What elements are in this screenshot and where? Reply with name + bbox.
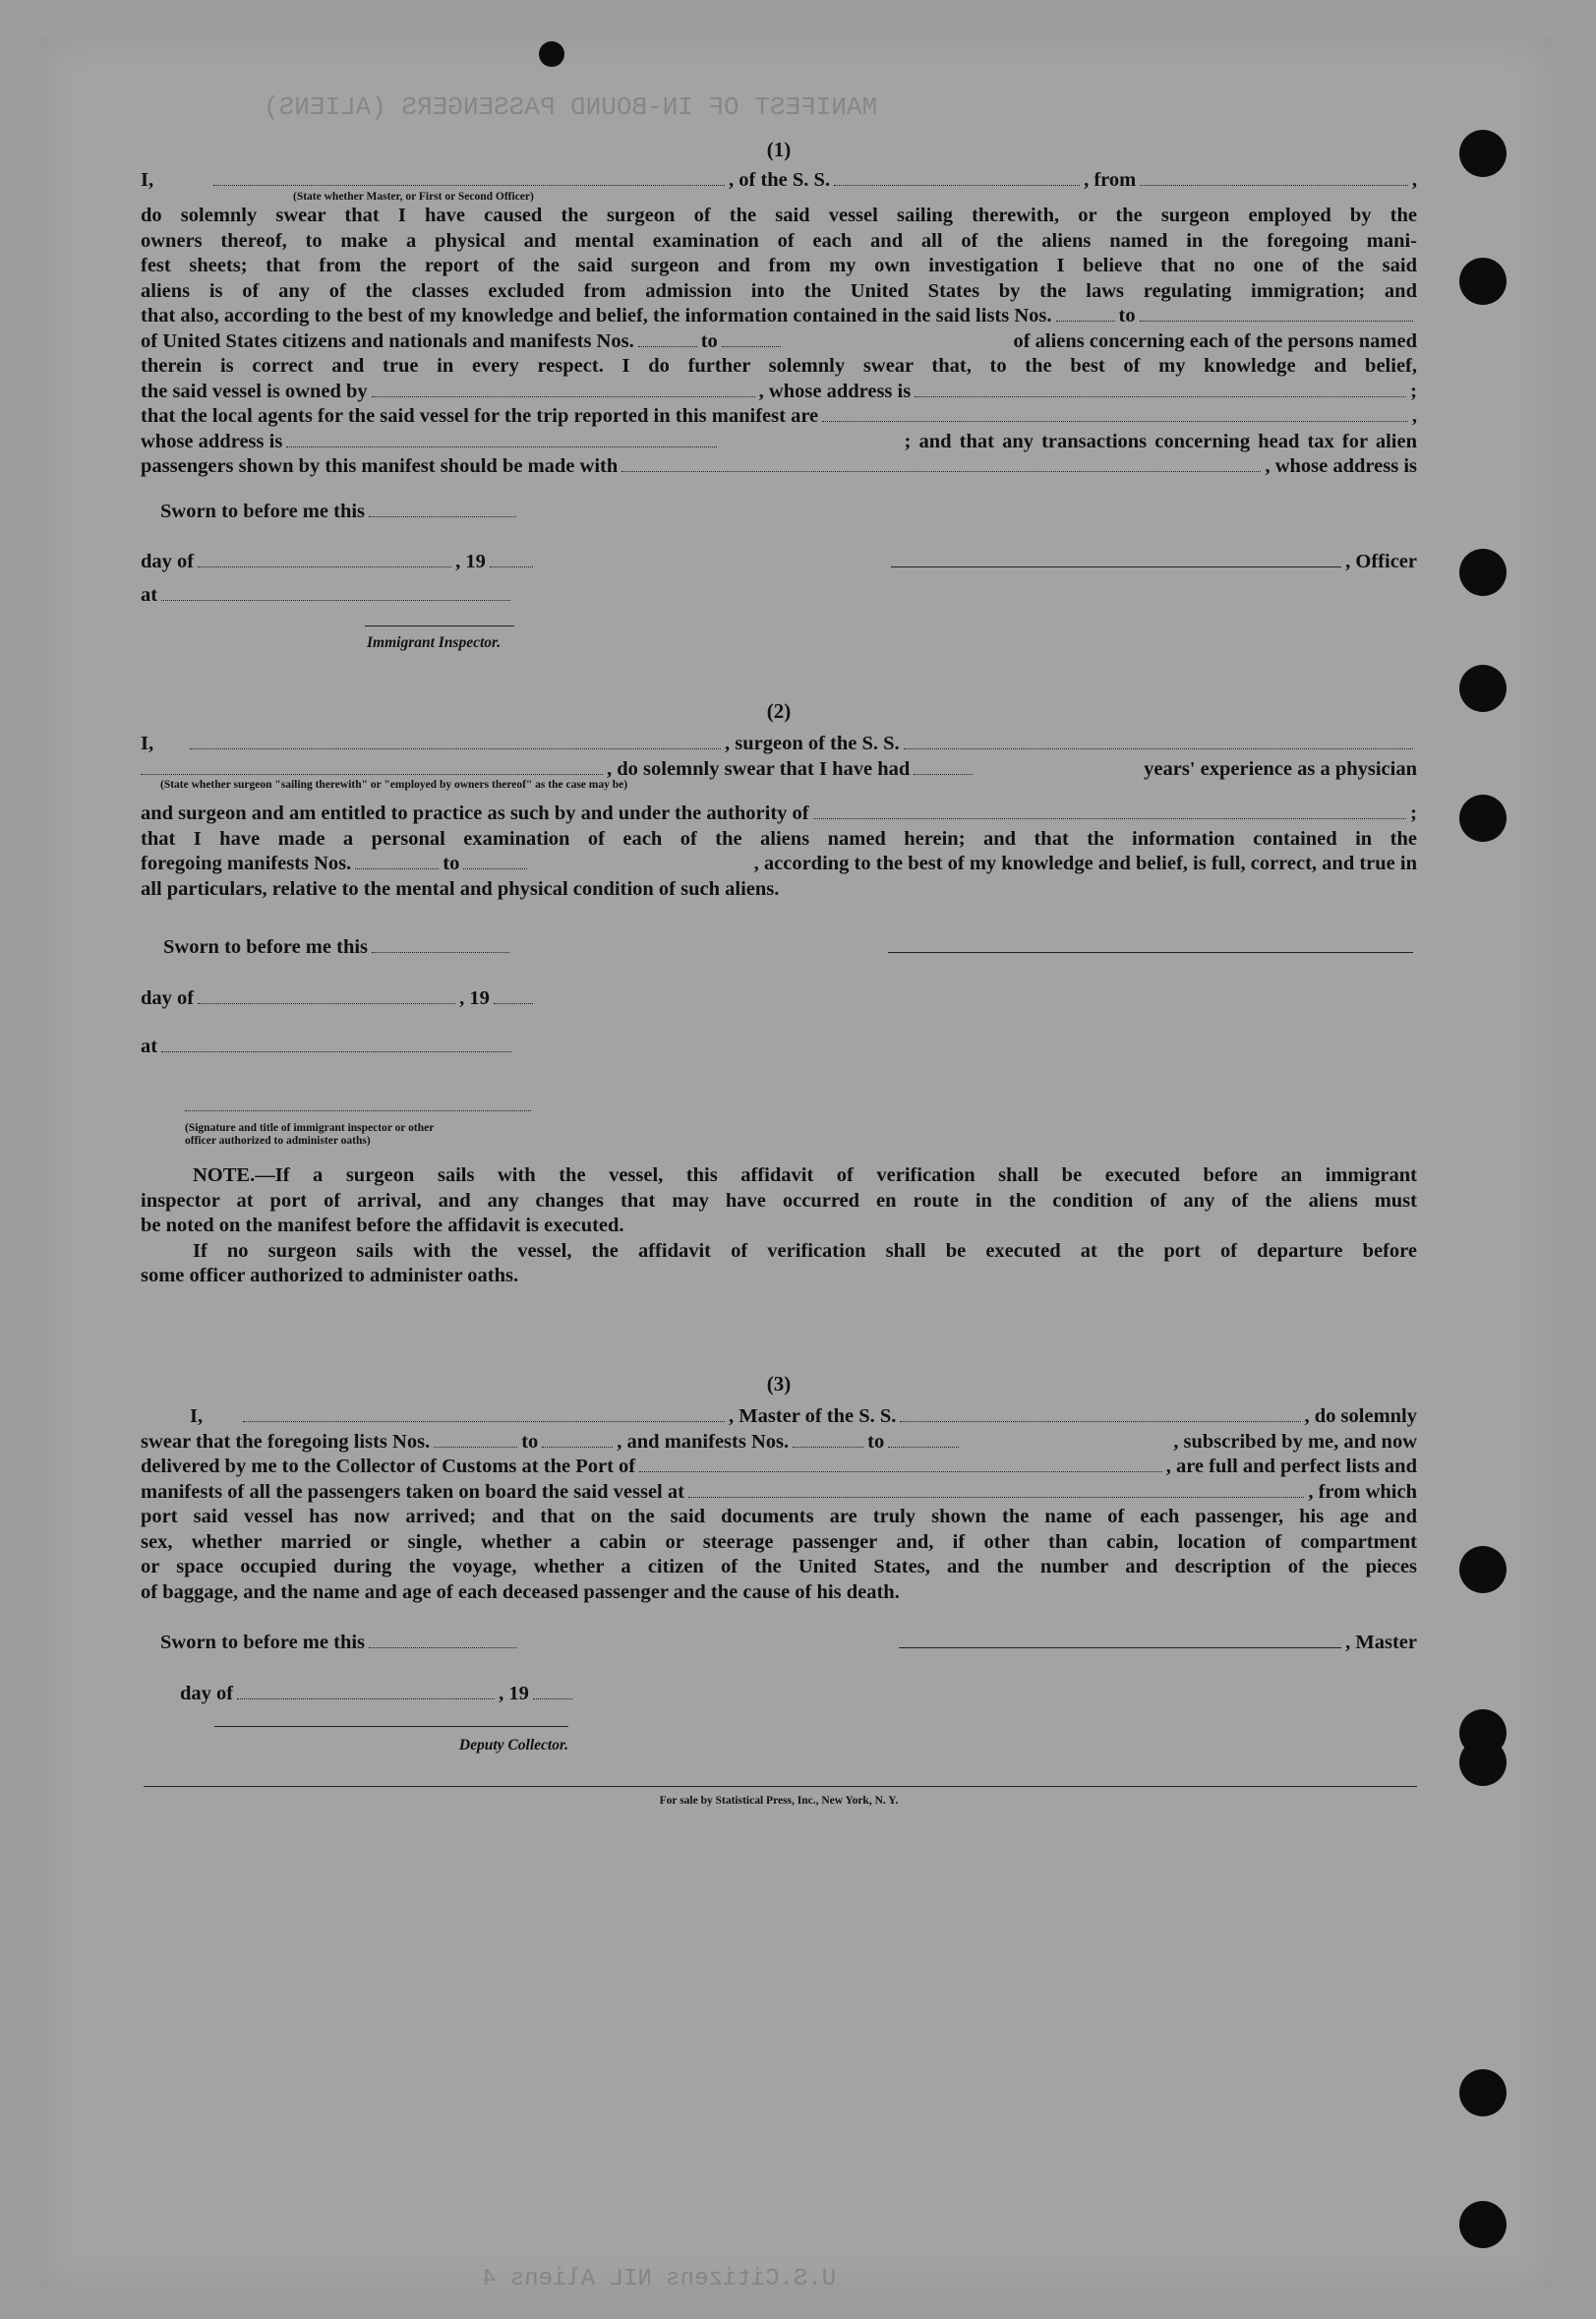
owner-field[interactable] bbox=[372, 382, 755, 397]
section-3-sworn-row bbox=[160, 1631, 1417, 1656]
section-1-para-line: owners thereof, to make a physical and mental examination of each and all of the aliens named in the foregoing mani- bbox=[141, 229, 1417, 252]
section-3-number: (3) bbox=[766, 1371, 792, 1396]
sworn-label: Sworn to before me this bbox=[160, 1632, 366, 1653]
section-3-para-line: or space occupied during the voyage, whether a citizen of the United States, and the number and description of the pieces bbox=[141, 1556, 1417, 1577]
manifests-to-field[interactable] bbox=[888, 1432, 959, 1448]
vessel-name-field[interactable] bbox=[834, 170, 1080, 186]
manifests-to-field[interactable] bbox=[722, 331, 781, 347]
section-2-para-line: that I have made a personal examination of each of the aliens named herein; and that the information contained in the bbox=[141, 827, 1417, 850]
surgeon-vessel-field[interactable] bbox=[904, 734, 1413, 749]
agents-field[interactable] bbox=[822, 406, 1408, 422]
para-text: manifests of all the passengers taken on board the said vessel at bbox=[141, 1480, 684, 1503]
surgeon-name-field[interactable] bbox=[190, 734, 721, 749]
whose-address-label: , whose address is bbox=[758, 380, 912, 402]
place-field[interactable] bbox=[161, 585, 510, 601]
agents-address-field[interactable] bbox=[286, 432, 717, 447]
sworn-field[interactable] bbox=[369, 502, 516, 517]
section-3-para-line: of baggage, and the name and age of each deceased passenger and the cause of his death. bbox=[141, 1580, 900, 1603]
surgeon-status-note: (State whether surgeon "sailing therewith" or "employed by owners thereof" as the case may be) bbox=[160, 779, 628, 791]
lists-from-field[interactable] bbox=[1056, 306, 1115, 322]
i-label: I, bbox=[141, 733, 154, 754]
section-1-line-1: I, , of the S. S. , from , bbox=[141, 168, 1417, 194]
master-vessel-field[interactable] bbox=[900, 1406, 1300, 1422]
section-1-lists-line bbox=[141, 304, 1417, 329]
section-3-line-4 bbox=[141, 1480, 1417, 1506]
year-label: , 19 bbox=[459, 986, 490, 1009]
para-text: , are full and perfect lists and bbox=[1165, 1456, 1417, 1477]
manifests-from-field[interactable] bbox=[638, 331, 697, 347]
day-field[interactable] bbox=[198, 988, 455, 1004]
footer-rule bbox=[144, 1786, 1417, 1787]
signature-note: (Signature and title of immigrant inspector or other officer authorized to administer oaths) bbox=[185, 1122, 435, 1147]
note-line: inspector at port of arrival, and any changes that may have occurred en route in the condition of any of the aliens must bbox=[141, 1189, 1417, 1212]
owner-address-field[interactable] bbox=[915, 382, 1406, 397]
punch-hole bbox=[1459, 549, 1507, 596]
master-name-field[interactable] bbox=[243, 1406, 725, 1422]
from-port-field[interactable] bbox=[1140, 170, 1408, 186]
of-ss-label: , of the S. S. bbox=[729, 168, 831, 191]
years-label: years' experience as a physician bbox=[1144, 757, 1417, 780]
section-1-para-line: aliens is of any of the classes excluded from admission into the United States by the laws regulating immigration; and bbox=[141, 279, 1417, 302]
day-of-label: day of bbox=[141, 986, 195, 1009]
note-line: NOTE.—If a surgeon sails with the vessel, this affidavit of verification shall be executed before an immigrant bbox=[193, 1164, 1417, 1186]
section-1-sworn-row bbox=[160, 500, 1417, 525]
bleed-through-header: MANIFEST OF IN-BOUND PASSENGERS (ALIENS) bbox=[264, 92, 878, 122]
local-agents-label: that the local agents for the said vessel for the trip reported in this manifest are bbox=[141, 405, 819, 427]
to-label: to bbox=[443, 853, 460, 874]
to-label: to bbox=[521, 1430, 539, 1453]
section-2-para-line: all particulars, relative to the mental and physical condition of such aliens. bbox=[141, 877, 780, 900]
year-field[interactable] bbox=[533, 1684, 572, 1699]
section-2-number: (2) bbox=[766, 698, 792, 723]
para-text: of aliens concerning each of the persons named bbox=[1013, 329, 1417, 352]
section-2-line-1 bbox=[141, 732, 1417, 757]
head-tax-label: ; and that any transactions concerning head tax for alien bbox=[904, 430, 1417, 452]
whose-address-label: , whose address is bbox=[1265, 455, 1417, 477]
printer-imprint: For sale by Statistical Press, Inc., New York, N. Y. bbox=[659, 1794, 899, 1807]
punch-hole bbox=[1459, 665, 1507, 712]
para-text: that also, according to the best of my knowledge and belief, the information contained in the said lists Nos. bbox=[141, 305, 1052, 327]
punch-hole bbox=[1459, 795, 1507, 842]
section-3-day-row bbox=[180, 1682, 1417, 1707]
officer-label: , Officer bbox=[1345, 551, 1417, 572]
owned-by-label: the said vessel is owned by bbox=[141, 380, 368, 402]
owned-by-line: the said vessel is owned by , whose address is ; bbox=[141, 380, 1417, 405]
solemnly-label: , do solemnly bbox=[1304, 1405, 1417, 1427]
to-label: to bbox=[700, 329, 718, 352]
section-3-line-2 bbox=[141, 1430, 1417, 1456]
section-3-para-line: port said vessel has now arrived; and that on the said documents are truly shown the name of each passenger, his age and bbox=[141, 1506, 1417, 1527]
lists-to-field[interactable] bbox=[542, 1432, 613, 1448]
section-1-at-row bbox=[141, 583, 1417, 609]
sworn-label: Sworn to before me this bbox=[160, 500, 366, 522]
punch-hole bbox=[1459, 2201, 1507, 2248]
head-tax-party-field[interactable] bbox=[621, 456, 1261, 472]
section-2-manifests-line bbox=[141, 852, 1417, 877]
years-field[interactable] bbox=[914, 759, 973, 775]
para-text: , according to the best of my knowledge and belief, is full, correct, and true in bbox=[753, 853, 1417, 874]
officer-signature-field[interactable] bbox=[891, 552, 1341, 567]
section-1-manifests-line bbox=[141, 329, 1417, 355]
passengers-line bbox=[141, 454, 1417, 480]
top-notch bbox=[539, 41, 564, 67]
section-3-para-line: sex, whether married or single, whether a cabin or steerage passenger and, if other than cabin, location of compartment bbox=[141, 1530, 1417, 1553]
master-signature-field[interactable] bbox=[899, 1633, 1341, 1648]
para-text: delivered by me to the Collector of Customs at the Port of bbox=[141, 1456, 636, 1477]
sworn-field[interactable] bbox=[372, 937, 509, 953]
para-text: , from which bbox=[1308, 1480, 1417, 1503]
day-of-label: day of bbox=[180, 1682, 234, 1704]
place-field[interactable] bbox=[161, 1037, 511, 1052]
note-line: be noted on the manifest before the affidavit is executed. bbox=[141, 1215, 624, 1236]
section-2-at-row bbox=[141, 1035, 1417, 1060]
surgeon-manifests-to-field[interactable] bbox=[463, 854, 527, 869]
section-1-para-line: fest sheets; that from the report of the said surgeon and from my own investigation I believe that no one of the said bbox=[141, 255, 1417, 276]
year-field[interactable] bbox=[490, 552, 533, 567]
lists-to-field[interactable] bbox=[1140, 306, 1413, 322]
at-label: at bbox=[141, 1036, 158, 1057]
i-label: I, bbox=[141, 168, 154, 191]
surgeon-status-field[interactable] bbox=[141, 759, 603, 775]
para-text: , and manifests Nos. bbox=[617, 1430, 790, 1453]
section-2-day-row bbox=[141, 986, 1417, 1012]
bleed-through-bottom: U.S.Citizens NIL Aliens 4 bbox=[482, 2266, 837, 2292]
punch-hole bbox=[1459, 130, 1507, 177]
whose-address-label: whose address is bbox=[141, 430, 283, 452]
para-text: and surgeon and am entitled to practice as such by and under the authority of bbox=[141, 803, 809, 824]
day-of-label: day of bbox=[141, 551, 195, 572]
note-line: If no surgeon sails with the vessel, the affidavit of verification shall be executed at the port of departure before bbox=[193, 1239, 1417, 1262]
surgeon-of-label: , surgeon of the S. S. bbox=[725, 733, 900, 754]
sworn-label: Sworn to before me this bbox=[163, 936, 369, 958]
deputy-collector-label: Deputy Collector. bbox=[214, 1726, 568, 1758]
year-field[interactable] bbox=[494, 988, 533, 1004]
para-text: of United States citizens and nationals and manifests Nos. bbox=[141, 329, 634, 352]
inspector-signature-block bbox=[185, 1094, 559, 1149]
para-text: foregoing manifests Nos. bbox=[141, 853, 352, 874]
to-label: to bbox=[867, 1430, 885, 1453]
year-label: , 19 bbox=[455, 551, 486, 572]
punch-hole bbox=[1459, 2069, 1507, 2116]
lists-from-field[interactable] bbox=[434, 1432, 517, 1448]
punch-hole bbox=[1459, 1546, 1507, 1593]
section-3-line-1 bbox=[141, 1404, 1417, 1430]
punch-hole bbox=[1459, 258, 1507, 305]
swear-label: , do solemnly swear that I have had bbox=[607, 757, 911, 780]
state-master-note: (State whether Master, or First or Second Officer) bbox=[293, 191, 534, 203]
section-1-para-line: therein is correct and true in every respect. I do further solemnly swear that, to the best of my knowledge and belief, bbox=[141, 355, 1417, 377]
section-2-authority-line: and surgeon and am entitled to practice as such by and under the authority of ; bbox=[141, 802, 1417, 827]
note-line: some officer authorized to administer oaths. bbox=[141, 1265, 519, 1286]
departure-port-field[interactable] bbox=[688, 1482, 1304, 1498]
master-label: , Master bbox=[1345, 1632, 1417, 1653]
year-label: , 19 bbox=[499, 1682, 529, 1704]
section-2-sworn-row bbox=[163, 935, 1417, 961]
surgeon-signature-field[interactable] bbox=[888, 937, 1413, 953]
from-label: , from bbox=[1084, 168, 1137, 191]
at-label: at bbox=[141, 583, 158, 606]
manifests-from-field[interactable] bbox=[793, 1432, 863, 1448]
day-field[interactable] bbox=[237, 1684, 495, 1699]
sworn-field[interactable] bbox=[369, 1633, 516, 1648]
punch-hole bbox=[1459, 1739, 1507, 1786]
section-3-line-3 bbox=[141, 1455, 1417, 1480]
para-text: , subscribed by me, and now bbox=[1173, 1430, 1417, 1453]
immigrant-inspector-label: Immigrant Inspector. bbox=[365, 625, 514, 656]
surgeon-manifests-from-field[interactable] bbox=[355, 854, 439, 869]
day-field[interactable] bbox=[198, 552, 451, 567]
passengers-label: passengers shown by this manifest should be made with bbox=[141, 455, 619, 477]
para-text: swear that the foregoing lists Nos. bbox=[141, 1430, 431, 1453]
agents-address-line bbox=[141, 430, 1417, 455]
section-1-day-row bbox=[141, 550, 1417, 575]
authority-field[interactable] bbox=[813, 803, 1407, 819]
master-name-field[interactable] bbox=[213, 170, 725, 186]
to-label: to bbox=[1118, 305, 1136, 327]
inspector-signature-field[interactable] bbox=[185, 1096, 531, 1111]
i-label: I, bbox=[190, 1405, 204, 1427]
section-1-para-line: do solemnly swear that I have caused the surgeon of the said vessel sailing therewith, or the surgeon employed by the bbox=[141, 205, 1417, 226]
section-1-number: (1) bbox=[766, 138, 792, 161]
master-of-label: , Master of the S. S. bbox=[729, 1405, 897, 1427]
port-field[interactable] bbox=[639, 1457, 1162, 1472]
affidavit-form bbox=[141, 136, 1417, 1808]
local-agents-line: that the local agents for the said vessel for the trip reported in this manifest are , bbox=[141, 404, 1417, 430]
